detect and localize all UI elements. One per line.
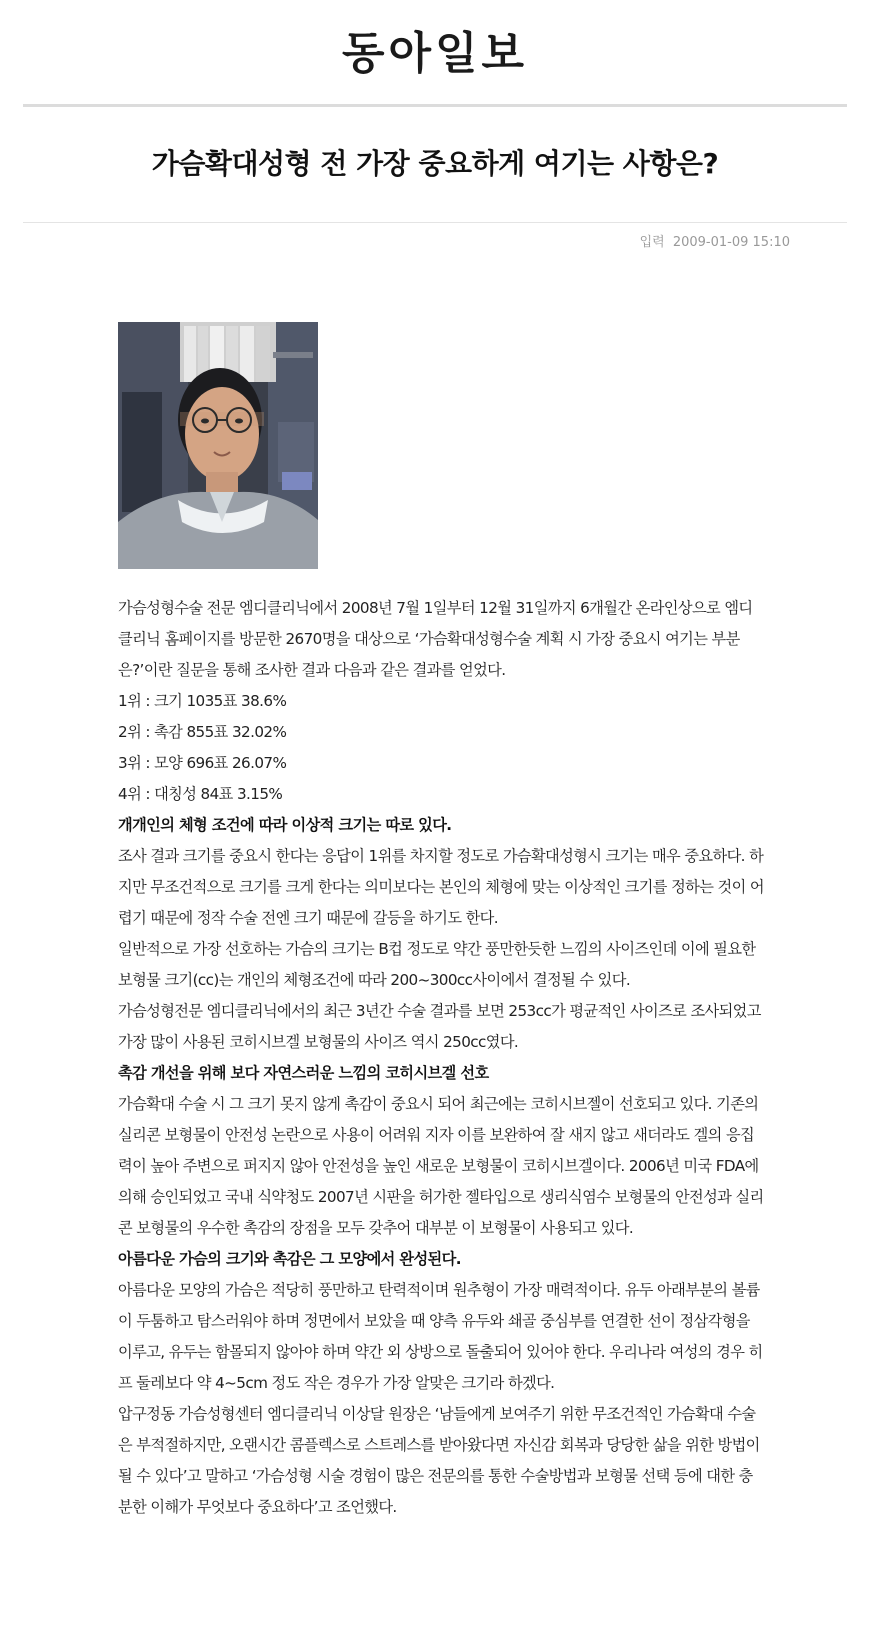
- paragraph-size-1: 조사 결과 크기를 중요시 한다는 응답이 1위를 차지할 정도로 가슴확대성형시 크기는 매우 중요하다. 하지만 무조건적으로 크기를 크게 한다는 의미보다는 본인의 체형에 맞는 이상적인 크기를 정하는 것이 어렵기 때문에 정작 수술 전엔 크기 때문에 갈등을 하기도 한다.: [118, 847, 764, 927]
- doctor-portrait-image: [118, 322, 318, 569]
- title-divider: [23, 222, 847, 223]
- masthead: [0, 0, 870, 108]
- paragraph-size-3: 가슴성형전문 엠디클리닉에서의 최근 3년간 수술 결과를 보면 253cc가 평균적인 사이즈로 조사되었고 가장 많이 사용된 코히시브겔 보형물의 사이즈 역시 250cc였다.: [118, 1002, 761, 1051]
- paragraph-size-2: 일반적으로 가장 선호하는 가슴의 크기는 B컵 정도로 약간 풍만한듯한 느낌의 사이즈인데 이에 필요한 보형물 크기(cc)는 개인의 체형조건에 따라 200~300cc사이에서 결정될 수 있다.: [118, 940, 756, 989]
- date-value: 2009-01-09 15:10: [672, 235, 790, 250]
- subheading-size: 개개인의 체형 조건에 따라 이상적 크기는 따로 있다.: [118, 816, 452, 834]
- survey-result-2: 2위 : 촉감 855표 32.02%: [118, 723, 287, 741]
- survey-result-3: 3위 : 모양 696표 26.07%: [118, 754, 287, 772]
- paragraph-intro: 가슴성형수술 전문 엠디클리닉에서 2008년 7월 1일부터 12월 31일까지 6개월간 온라인상으로 엠디클리닉 홈페이지를 방문한 2670명을 대상으로 ‘가슴확대성형수술 계획 시 가장 중요시 여기는 부분은?’이란 질문을 통해 조사한 결과 다음과 같은 결과를 얻었다.: [118, 599, 753, 679]
- article-body: [118, 593, 764, 1523]
- paragraph-texture: 가슴확대 수술 시 그 크기 못지 않게 촉감이 중요시 되어 최근에는 코히시브젤이 선호되고 있다. 기존의 실리콘 보형물이 안전성 논란으로 사용이 어려워 지자 이를 보완하여 잘 새지 않고 새더라도 겔의 응집력이 높아 주변으로 퍼지지 않아 안전성을 높인 새로운 보형물이 코히시브겔이다. 2006년 미국 FDA에 의해 승인되었고 국내 식약청도 2007년 시판을 허가한 젤타입으로 생리식염수 보형물의 안전성과 실리콘 보형물의 우수한 촉감의 장점을 모두 갖추어 대부분 이 보형물이 사용되고 있다.: [118, 1095, 764, 1237]
- paragraph-closing-quote: 압구정동 가슴성형센터 엠디클리닉 이상달 원장은 ‘남들에게 보여주기 위한 무조건적인 가슴확대 수술은 부적절하지만, 오랜시간 콤플렉스로 스트레스를 받아왔다면 자신감 회복과 당당한 삶을 위한 방법이 될 수 있다’고 말하고 ‘가슴성형 시술 경험이 많은 전문의를 통한 수술방법과 보형물 선택 등에 대한 충분한 이해가 무엇보다 중요하다’고 조언했다.: [118, 1405, 760, 1516]
- article-photo: [118, 322, 318, 569]
- survey-result-1: 1위 : 크기 1035표 38.6%: [118, 692, 287, 710]
- article-title: 가슴확대성형 전 가장 중요하게 여기는 사항은?: [151, 147, 719, 180]
- date-label: 입력: [639, 235, 665, 250]
- article-dateline: [636, 234, 790, 252]
- paragraph-shape: 아름다운 모양의 가슴은 적당히 풍만하고 탄력적이며 원추형이 가장 매력적이다. 유두 아래부분의 볼륨이 두툼하고 탐스러워야 하며 정면에서 보았을 때 양측 유두와 쇄골 중심부를 연결한 선이 정삼각형을 이루고, 유두는 함몰되지 않아야 하며 약간 외 상방으로 돌출되어 있어야 한다. 우리나라 여성의 경우 히프 둘레보다 약 4~5cm 정도 작은 경우가 가장 알맞은 크기라 하겠다.: [118, 1281, 763, 1392]
- subheading-texture: 촉감 개선을 위해 보다 자연스러운 느낌의 코히시브겔 선호: [118, 1064, 489, 1082]
- logo[interactable]: 동아일보: [341, 28, 528, 79]
- survey-result-4: 4위 : 대칭성 84표 3.15%: [118, 785, 283, 803]
- masthead-divider: [23, 104, 847, 107]
- subheading-shape: 아름다운 가슴의 크기와 촉감은 그 모양에서 완성된다.: [118, 1250, 461, 1268]
